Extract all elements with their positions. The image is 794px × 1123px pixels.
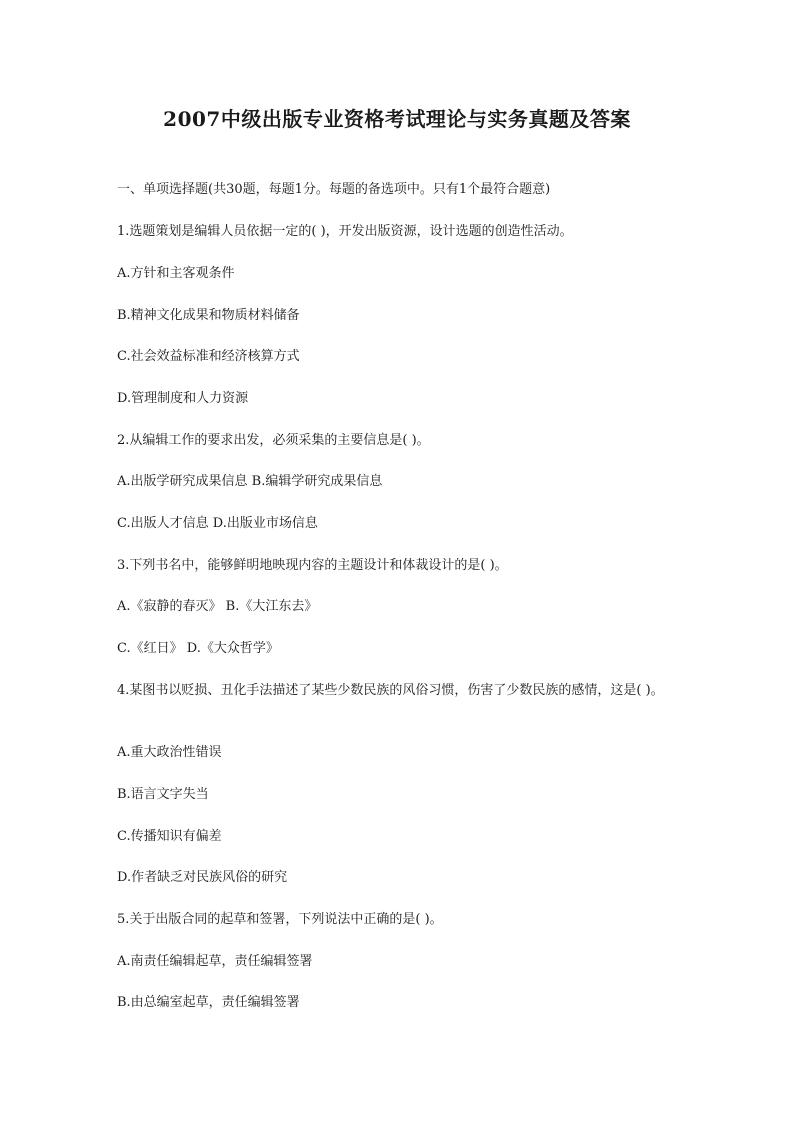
question-2-options-ab: A.出版学研究成果信息 B.编辑学研究成果信息 bbox=[117, 474, 383, 489]
question-4-option-d: D.作者缺乏对民族风俗的研究 bbox=[117, 870, 288, 885]
question-1-stem: 1.选题策划是编辑人员依据一定的( )，开发出版资源，设计选题的创造性活动。 bbox=[117, 224, 573, 239]
question-2-options-cd: C.出版人才信息 D.出版业市场信息 bbox=[117, 516, 318, 531]
question-3-stem: 3.下列书名中，能够鲜明地映现内容的主题设计和体裁设计的是( )。 bbox=[117, 558, 508, 573]
question-2-stem: 2.从编辑工作的要求出发，必须采集的主要信息是( )。 bbox=[117, 433, 430, 448]
question-5-option-b: B.由总编室起草，责任编辑签署 bbox=[117, 995, 300, 1010]
question-3-options-ab: A.《寂静的春灭》 B.《大江东去》 bbox=[117, 599, 318, 614]
question-4-option-a: A.重大政治性错误 bbox=[117, 745, 222, 760]
section-header: 一、单项选择题(共30题，每题1分。每题的备选项中。只有1个最符合题意) bbox=[117, 182, 551, 197]
question-3-options-cd: C.《红日》 D.《大众哲学》 bbox=[117, 641, 279, 656]
question-4-option-c: C.传播知识有偏差 bbox=[117, 829, 222, 844]
question-4-stem: 4.某图书以贬损、丑化手法描述了某些少数民族的风俗习惯，伤害了少数民族的感情，这是( )。 bbox=[117, 683, 664, 698]
question-1-option-b: B.精神文化成果和物质材料储备 bbox=[117, 308, 300, 323]
question-1-option-a: A.方针和主客观条件 bbox=[117, 266, 235, 281]
question-1-option-d: D.管理制度和人力资源 bbox=[117, 391, 249, 406]
document-title: 2007中级出版专业资格考试理论与实务真题及答案 bbox=[163, 107, 631, 131]
question-4-option-b: B.语言文字失当 bbox=[117, 787, 209, 802]
question-5-option-a: A.南责任编辑起草，责任编辑签署 bbox=[117, 954, 313, 969]
question-5-stem: 5.关于出版合同的起草和签署，下列说法中正确的是( )。 bbox=[117, 912, 443, 927]
question-1-option-c: C.社会效益标准和经济核算方式 bbox=[117, 349, 300, 364]
